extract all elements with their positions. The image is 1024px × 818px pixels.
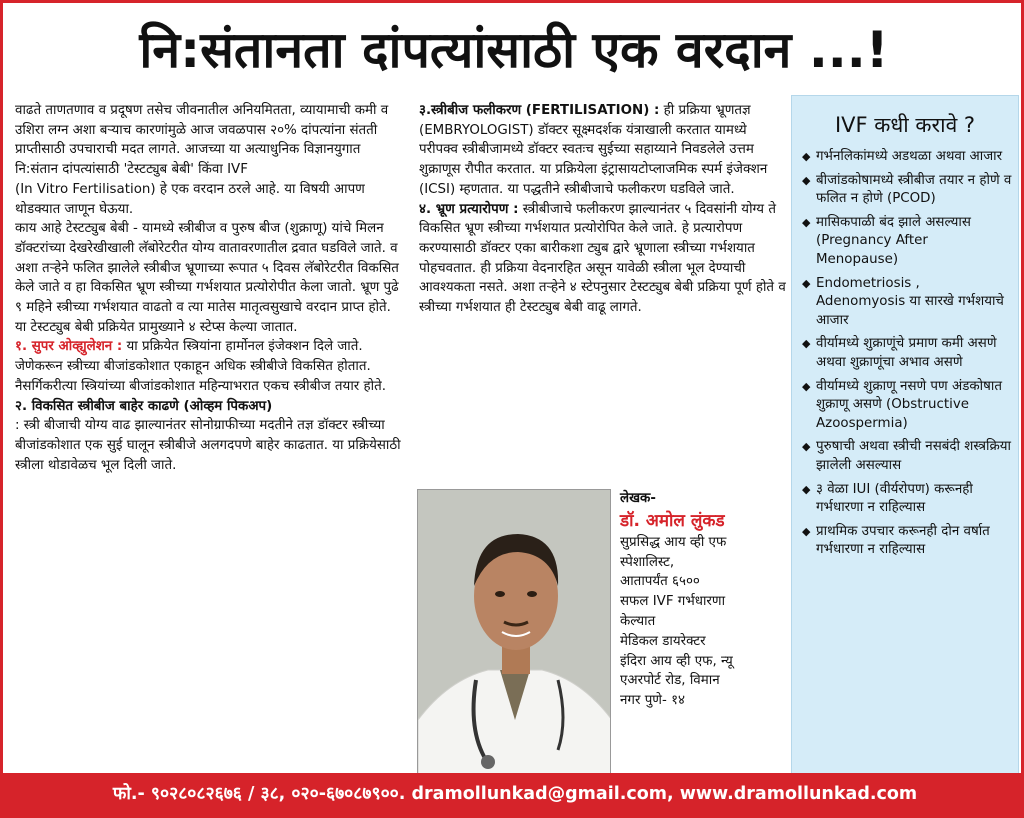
step-2-title: २. विकसित स्त्रीबीज बाहेर काढणे (ओव्हम पिकअप): [15, 398, 273, 414]
diamond-bullet-icon: ◆: [802, 150, 811, 163]
test-tube-baby-paragraph: काय आहे टेस्टट्युब बेबी - यामध्ये स्त्रीबीज व पुरुष बीज (शुक्राणू) यांचे मिलन डॉक्टरांच्या देखरेखीखाली लॅबोरेटरीत योग्य वातावरणातील द्रवात घडविले जाते. व अशा तऱ्हेने फलित झालेले स्त्रीबीज भ्रूणाच्या रूपात ५ दिवस लॅबोरेटरीत विकसित केले जाते व हा विकसित भ्रूण स्त्रीच्या गर्भशयात प्रत्योरोपीत केला जातो. भ्रूण पुढे ९ महिने स्त्रीच्या गर्भशयात वाढतो व त्या मातेस मातृत्वसुखाचे वरदान प्राप्त होते. या टेस्टट्युब बेबी प्रक्रियेत प्रामुख्याने ४ स्टेप्स केल्या जातात.: [15, 221, 399, 335]
author-line: मेडिकल डायरेक्टर: [620, 633, 706, 649]
author-line: नगर पुणे- १४: [620, 693, 686, 709]
ivf-definition-paragraph: (In Vitro Fertilisation) हे एक वरदान ठरले आहे. या विषयी आपण थोडक्यात जाणून घेऊया.: [15, 181, 365, 217]
diamond-bullet-icon: ◆: [802, 482, 811, 496]
list-item: ◆ वीर्यामध्ये शुक्राणू नसणे पण अंडकोषात शुक्राणू असणे (Obstructive Azoospermia): [802, 378, 1002, 431]
intro-paragraph: वाढते ताणतणाव व प्रदूषण तसेच जीवनातील अनियमितता, व्यायामाची कमी व उशिरा लग्न अशा बऱ्याच कारणांमुळे आज जवळपास २०% दांपत्यांना संतती प्राप्तीसाठी उपचाराची मदत लागते. आजच्या या अत्याधुनिक विज्ञानयुगात नि:संतान दांपत्यांसाठी 'टेस्टट्युब बेबी' किंवा IVF: [15, 103, 389, 178]
step-1-title: १. सुपर ओव्ह्युलेशन :: [15, 339, 123, 355]
list-item: ◆ वीर्यामध्ये शुक्राणूंचे प्रमाण कमी असणे अथवा शुक्राणूंचा अभाव असणे: [802, 336, 997, 370]
author-line: आतापर्यंत ६५००: [620, 574, 700, 590]
author-line: सुप्रसिद्ध आय व्ही एफ: [620, 534, 727, 550]
author-line: इंदिरा आय व्ही एफ, न्यू: [620, 653, 733, 669]
diamond-bullet-icon: ◆: [802, 215, 811, 229]
contact-footer: फो.- ९०२८०८२६७६ / ३८, ०२०-६७०८७९००. dramollunkad@gmail.com, www.dramollunkad.com: [3, 773, 1024, 815]
step-4-paragraph: [419, 200, 787, 318]
step-1-text: या प्रक्रियेत स्त्रियांना हार्मोनल इंजेक्शन दिले जाते. जेणेकरून स्त्रीच्या बीजांडकोशात एकाहून अधिक स्त्रीबीजे विकसित होतात. नैसर्गिकरीत्या स्त्रियांच्या बीजांडकोशात महिन्याभरात एकच स्त्रीबीज तयार होते.: [15, 339, 386, 394]
step-3-text: ही प्रक्रिया भ्रूणतज्ञ (EMBRYOLOGIST) डॉक्टर सूक्ष्मदर्शक यंत्राखाली करतात यामध्ये परीपक्व स्त्रीबीजामध्ये डॉक्टर स्वतःच सुईच्या सहाय्याने निवडलेले उत्तम शुक्राणूस रौपीत करतात. या प्रक्रियेला इंट्रासायटोप्लाजमिक स्पर्म इंजेक्शन (ICSI) म्हणतात. या पद्धतीने स्त्रीबीजाचे फलीकरण घडविले जाते.: [419, 103, 768, 197]
step-3-title: ३.स्त्रीबीज फलीकरण (FERTILISATION) :: [419, 103, 660, 118]
list-item: ◆ बीजांडकोषामध्ये स्त्रीबीज तयार न होणे व फलित न होणे (PCOD): [802, 172, 1012, 207]
diamond-bullet-icon: ◆: [802, 524, 811, 538]
step-4-text: स्त्रीबीजाचे फलीकरण झाल्यानंतर ५ दिवसांनी योग्य ते विकसित भ्रूण स्त्रीच्या गर्भशयात प्रत्योरोपित केले जाते. हे प्रत्यारोपण करण्यासाठी डॉक्टर एका बारीकशा ट्युब द्वारे भ्रूणाला स्त्रीच्या गर्भशयात पोहचवतात. ही प्रक्रिया वेदनारहित असून यावेळी स्त्रीला भूल देण्याची आवश्यकता नसते. अशा तऱ्हेने ४ स्टेपनुसार टेस्टट्युब बेबी प्रक्रिया पूर्ण होते व स्त्रीच्या गर्भशयात ही टेस्टट्युब बेबी वाढू लागते.: [419, 201, 786, 316]
diamond-bullet-icon: ◆: [802, 440, 811, 454]
diamond-bullet-icon: ◆: [802, 337, 811, 351]
headline: नि:संतानता दांपत्यांसाठी एक वरदान ...!: [139, 21, 889, 79]
ivf-indications-sidebar: [791, 95, 1019, 775]
diamond-bullet-icon: ◆: [802, 276, 811, 290]
step-1-paragraph: [15, 337, 401, 396]
step-3-paragraph: [419, 101, 787, 200]
doctor-photo: [417, 489, 611, 783]
author-line: केल्यात: [620, 613, 656, 629]
step-2-text: : स्त्री बीजाची योग्य वाढ झाल्यानंतर सोनोग्राफीच्या मदतीने तज्ञ डॉक्टर स्त्रीच्या बीजांडकोशात एक सुई घालून स्त्रीबीजे अलगदपणे बाहेर काढतात. या प्रक्रियेसाठी स्त्रीला थोडावेळच भूल दिली जाते.: [15, 418, 401, 473]
step-4-title: ४. भ्रूण प्रत्यारोपण :: [419, 201, 519, 217]
diamond-bullet-icon: ◆: [802, 173, 811, 187]
middle-column: [419, 101, 787, 318]
list-item: ◆ मासिकपाळी बंद झाले असल्यास (Pregnancy After Menopause): [802, 214, 971, 267]
diamond-bullet-icon: ◆: [802, 379, 811, 393]
list-item: ◆ Endometriosis , Adenomyosis या सारखे गर्भशयाचे आजार: [802, 275, 1004, 328]
author-line: सफल IVF गर्भधारणा: [620, 594, 726, 610]
author-label: लेखक-: [620, 491, 656, 506]
list-item: ◆ पुरुषाची अथवा स्त्रीची नसबंदी शस्त्रक्रिया झालेली असल्यास: [802, 439, 1011, 473]
author-block: [620, 489, 790, 711]
indications-list: [792, 140, 1018, 560]
author-line: एअरपोर्ट रोड, विमान: [620, 673, 720, 689]
author-name: डॉ. अमोल लुंकड: [620, 510, 725, 531]
left-column: [15, 101, 401, 475]
list-item: ◆ गर्भनलिकांमध्ये अडथळा अथवा आजार: [802, 148, 1012, 167]
author-line: स्पेशालिस्ट,: [620, 554, 675, 570]
list-item: ◆ प्राथमिक उपचार करूनही दोन वर्षात गर्भधारणा न राहिल्यास: [802, 523, 990, 558]
sidebar-title: IVF कधी करावे ?: [834, 113, 976, 137]
list-item: ◆ ३ वेळा IUI (वीर्यरोपण) करूनही गर्भधारणा न राहिल्यास: [802, 481, 973, 516]
doctor-portrait-icon: [418, 490, 611, 783]
